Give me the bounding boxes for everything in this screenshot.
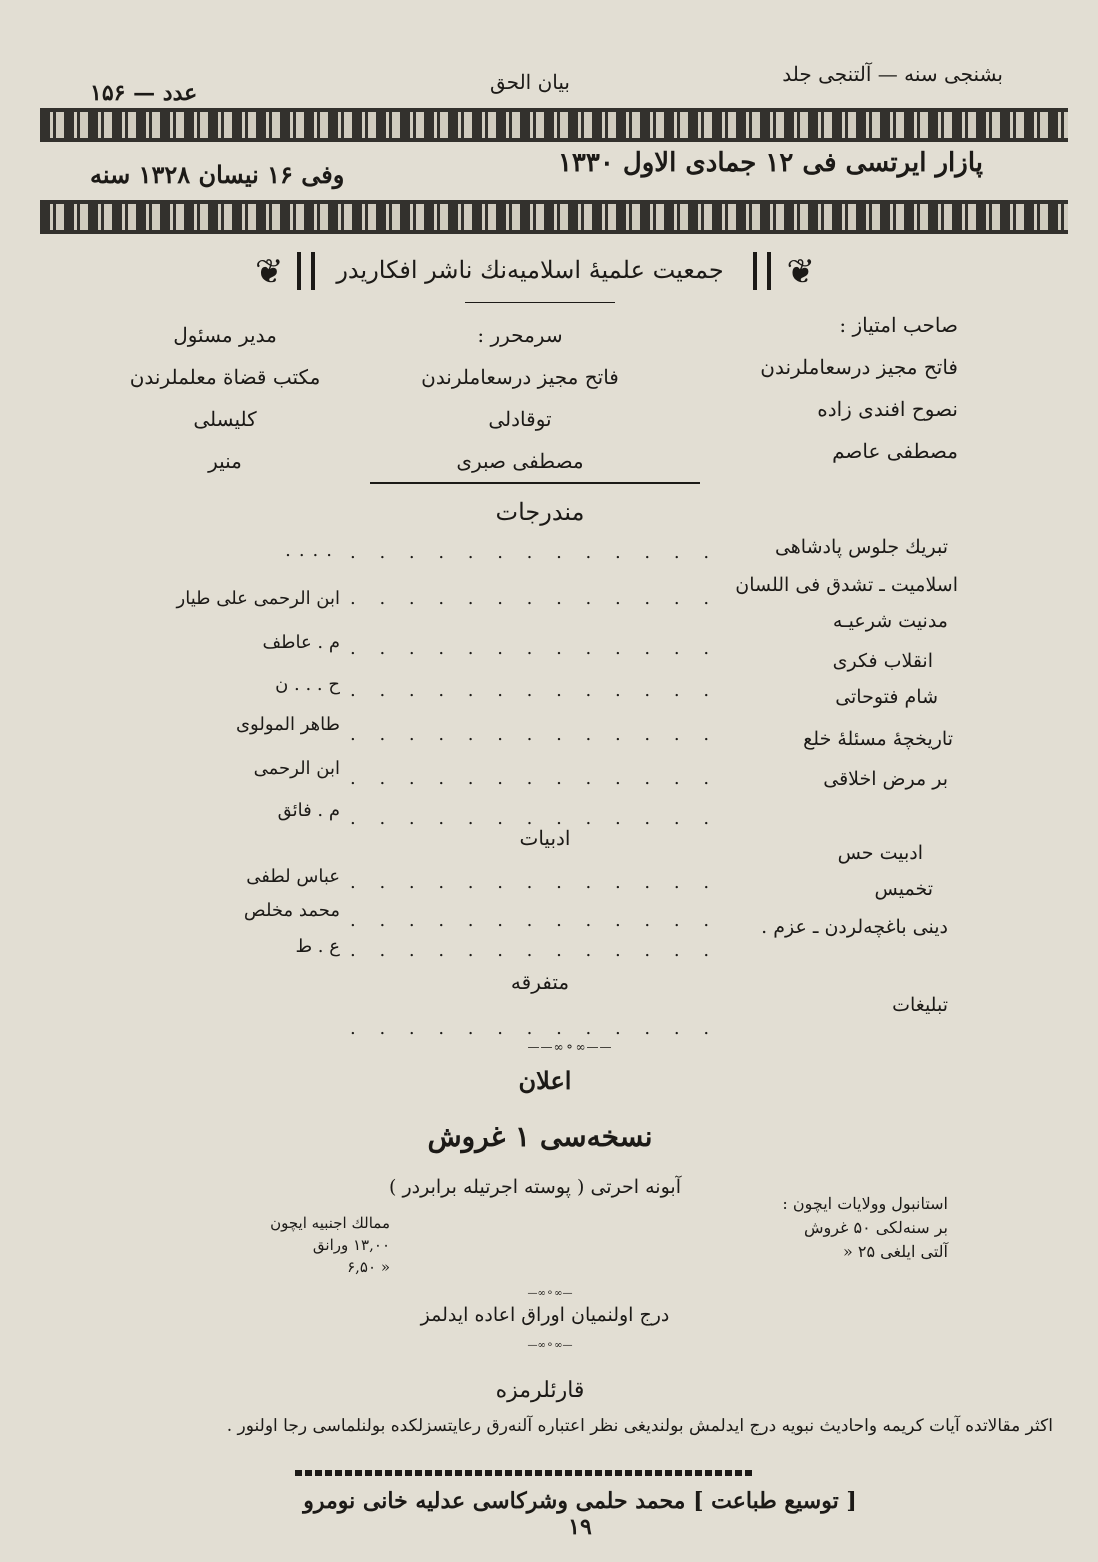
- leader-dots: . . . . . . . . . . . . .: [350, 680, 719, 701]
- literature-title: دینی باغچه‌لردن ـ عزم .: [761, 916, 948, 938]
- left-bar-ornament: [297, 252, 315, 290]
- readers-heading: قارئلرمزه: [495, 1378, 585, 1403]
- literature-title: ادبیت حس: [837, 842, 923, 864]
- owner-family: نصوح افندی زاده: [817, 397, 958, 421]
- editor-affiliation: فاتح مجیز درسعاملرندن: [421, 365, 619, 389]
- returns-line: درج اولنمیان اوراق اعاده ایدلمز: [420, 1304, 670, 1326]
- manager-role: مدیر مسئول: [173, 323, 277, 347]
- domestic-half: آلتی ایلغی ۲۵ «: [843, 1242, 948, 1261]
- ornamental-border-bottom: [40, 200, 1068, 234]
- leader-dots: . . . . . . . . . . . . .: [350, 808, 719, 829]
- journal-name: بیان الحق: [490, 70, 570, 94]
- leader-dots: . . . . . . . . . . . . .: [350, 1018, 719, 1039]
- publisher-banner: [255, 248, 815, 298]
- date-rumi: وفی ۱۶ نیسان ۱۳۲۸ سنه: [90, 160, 345, 189]
- literature-author: محمد مخلص: [243, 900, 340, 921]
- small-ornament: —∞⚬∞—: [527, 1340, 573, 1351]
- leader-dots: . . . . . . . . . . . . .: [350, 872, 719, 893]
- contents-title: شام فتوحاتی: [835, 686, 938, 708]
- foreign-annual: ۱۳,۰۰ ورانق: [312, 1236, 390, 1254]
- price-line: نسخه‌سی ۱ غروش: [427, 1120, 653, 1153]
- left-ornament-icon: ❦: [255, 252, 284, 292]
- printer-line: [ توسیع طباعت ] محمد حلمی وشركاسی عدلیه خانی نومرو ۱۹: [303, 1488, 857, 1540]
- literature-author: ع . ط: [295, 936, 340, 957]
- contents-title: بر مرض اخلاقی: [823, 768, 948, 790]
- contents-heading: مندرجات: [495, 498, 585, 526]
- contents-title: تبریك جلوس پادشاهی: [774, 536, 948, 558]
- issue-number: عدد — ۱۵۶: [90, 80, 198, 106]
- editor-block: [390, 314, 650, 482]
- domestic-heading: استانبول وولایات ایچون :: [782, 1194, 948, 1213]
- leader-dots: . . . . . . . . . . . . .: [350, 940, 719, 961]
- editor-origin: توقادلی: [488, 407, 552, 431]
- contents-author: ح . . . ن: [275, 674, 340, 695]
- editor-name: مصطفی صبری: [456, 449, 584, 473]
- date-hijri: پازار ایرتسی فی ۱۲ جمادی الاول ۱۳۳۰: [557, 148, 983, 178]
- contents-author: طاهر المولوی: [235, 714, 340, 735]
- foreign-half: « ۶,۵۰: [347, 1258, 390, 1276]
- manager-block: [110, 314, 340, 482]
- wavy-divider: [295, 1470, 755, 1476]
- literature-author: عباس لطفی: [246, 866, 340, 887]
- manager-name: منیر: [208, 449, 242, 473]
- domestic-annual: بر سنه‌لكی ۵۰ غروش: [803, 1218, 948, 1237]
- contents-title: انقلاب فكری: [832, 650, 933, 672]
- contents-title: مدنیت شرعیـه: [832, 610, 948, 632]
- contents-title: تاریخچهٔ مسئلهٔ خلع: [803, 728, 953, 750]
- misc-heading: متفرقه: [510, 970, 570, 994]
- divider-contents-top: [370, 482, 700, 484]
- domestic-rates: [688, 1192, 948, 1264]
- right-ornament-icon: ❦: [786, 252, 815, 292]
- subscription-line: آبونه احرتی ( پوسته اجرتیله برابردر ): [389, 1176, 681, 1198]
- leader-dots: . . . . . . . . . . . . .: [350, 910, 719, 931]
- contents-author: ابن الرحمی: [253, 758, 340, 779]
- leader-dots: . . . . . . . . . . . . .: [350, 542, 719, 563]
- leader-dots: . . . . . . . . . . . . .: [350, 724, 719, 745]
- notice-heading: اعلان: [518, 1066, 572, 1095]
- owner-affiliation: فاتح مجیز درسعاملرندن: [760, 355, 958, 379]
- contents-author: ....: [285, 540, 340, 561]
- owner-role: صاحب امتیاز :: [839, 313, 958, 337]
- leader-dots: . . . . . . . . . . . . .: [350, 638, 719, 659]
- ornamental-divider: ——∞⚬∞——: [527, 1040, 613, 1054]
- readers-note: اكثر مقالاتده آیات كریمه واحادیث نبویه درج ایدلمش بولندیغی نظر اعتباره آلنه‌رق رعایتسزلكده بولنلماسی رجا اولنور .: [226, 1416, 1053, 1436]
- contents-author: ابن الرحمی علی طیار: [176, 588, 340, 609]
- owner-block: [718, 304, 958, 472]
- leader-dots: . . . . . . . . . . . . .: [350, 588, 719, 609]
- contents-author: م . عاطف: [262, 632, 340, 653]
- manager-origin: كلیسلی: [193, 407, 257, 431]
- manager-affiliation: مكتب قضاة معلملرندن: [129, 365, 321, 389]
- volume-line: بشنجی سنه — آلتنجی جلد: [782, 62, 1003, 86]
- small-ornament: —∞⚬∞—: [527, 1288, 573, 1299]
- literature-title: تخمیس: [874, 878, 933, 900]
- foreign-heading: ممالك اجنبیه ایچون: [270, 1214, 390, 1232]
- owner-name: مصطفی عاصم: [832, 439, 958, 463]
- leader-dots: . . . . . . . . . . . . .: [350, 768, 719, 789]
- editor-role: سرمحرر :: [477, 323, 563, 347]
- contents-title: اسلامیت ـ تشدق فی اللسان: [735, 574, 958, 596]
- foreign-rates: [210, 1212, 390, 1278]
- ornamental-border-top: [40, 108, 1068, 142]
- divider-staff-top: [465, 302, 615, 303]
- contents-author: م . فائق: [277, 800, 340, 821]
- right-bar-ornament: [753, 252, 771, 290]
- publisher-line: جمعیت علمیهٔ اسلامیه‌نك ناشر افكاریدر: [336, 256, 724, 284]
- literature-heading: ادبیات: [519, 826, 571, 850]
- misc-title: تبلیغات: [892, 994, 948, 1016]
